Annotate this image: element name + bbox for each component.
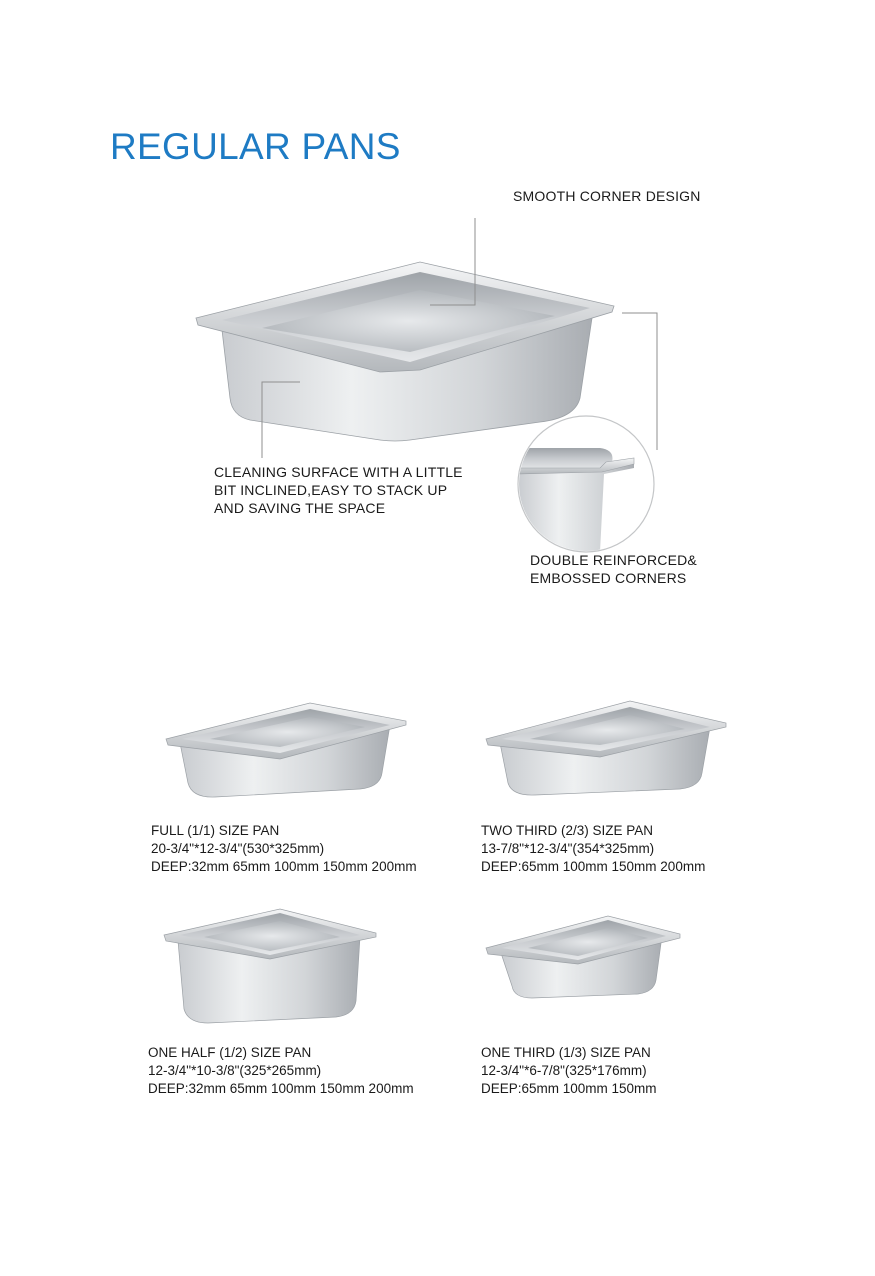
reinforced-line-1: DOUBLE REINFORCED& bbox=[530, 552, 697, 568]
full-size-pan-spec bbox=[151, 822, 417, 876]
product-name: FULL (1/1) SIZE PAN bbox=[151, 823, 280, 838]
smooth-corner-callout: SMOOTH CORNER DESIGN bbox=[513, 188, 701, 204]
one-half-pan-image bbox=[160, 905, 390, 1035]
product-size: 12-3/4"*6-7/8"(325*176mm) bbox=[481, 1063, 647, 1078]
two-third-pan-image bbox=[480, 695, 740, 815]
cleaning-surface-line-2: BIT INCLINED,EASY TO STACK UP bbox=[214, 482, 448, 498]
main-pan-image bbox=[0, 0, 875, 620]
full-size-pan-image bbox=[160, 695, 420, 815]
product-deep: DEEP:32mm 65mm 100mm 150mm 200mm bbox=[148, 1081, 414, 1096]
one-half-pan-spec bbox=[148, 1044, 414, 1098]
reinforced-corners-callout bbox=[530, 551, 697, 587]
page-title: REGULAR PANS bbox=[110, 126, 401, 167]
product-deep: DEEP:32mm 65mm 100mm 150mm 200mm bbox=[151, 859, 417, 874]
cleaning-surface-line-1: CLEANING SURFACE WITH A LITTLE bbox=[214, 464, 463, 480]
product-name: ONE THIRD (1/3) SIZE PAN bbox=[481, 1045, 651, 1060]
product-name: ONE HALF (1/2) SIZE PAN bbox=[148, 1045, 312, 1060]
product-name: TWO THIRD (2/3) SIZE PAN bbox=[481, 823, 654, 838]
cleaning-surface-callout bbox=[214, 463, 463, 517]
product-deep: DEEP:65mm 100mm 150mm 200mm bbox=[481, 859, 706, 874]
product-deep: DEEP:65mm 100mm 150mm bbox=[481, 1081, 657, 1096]
two-third-pan-spec bbox=[481, 822, 705, 876]
product-size: 12-3/4"*10-3/8"(325*265mm) bbox=[148, 1063, 322, 1078]
one-third-pan-spec bbox=[481, 1044, 657, 1098]
reinforced-line-2: EMBOSSED CORNERS bbox=[530, 570, 687, 586]
product-size: 13-7/8"*12-3/4"(354*325mm) bbox=[481, 841, 655, 856]
cleaning-surface-line-3: AND SAVING THE SPACE bbox=[214, 500, 386, 516]
one-third-pan-image bbox=[482, 910, 692, 1010]
product-size: 20-3/4"*12-3/4"(530*325mm) bbox=[151, 841, 325, 856]
